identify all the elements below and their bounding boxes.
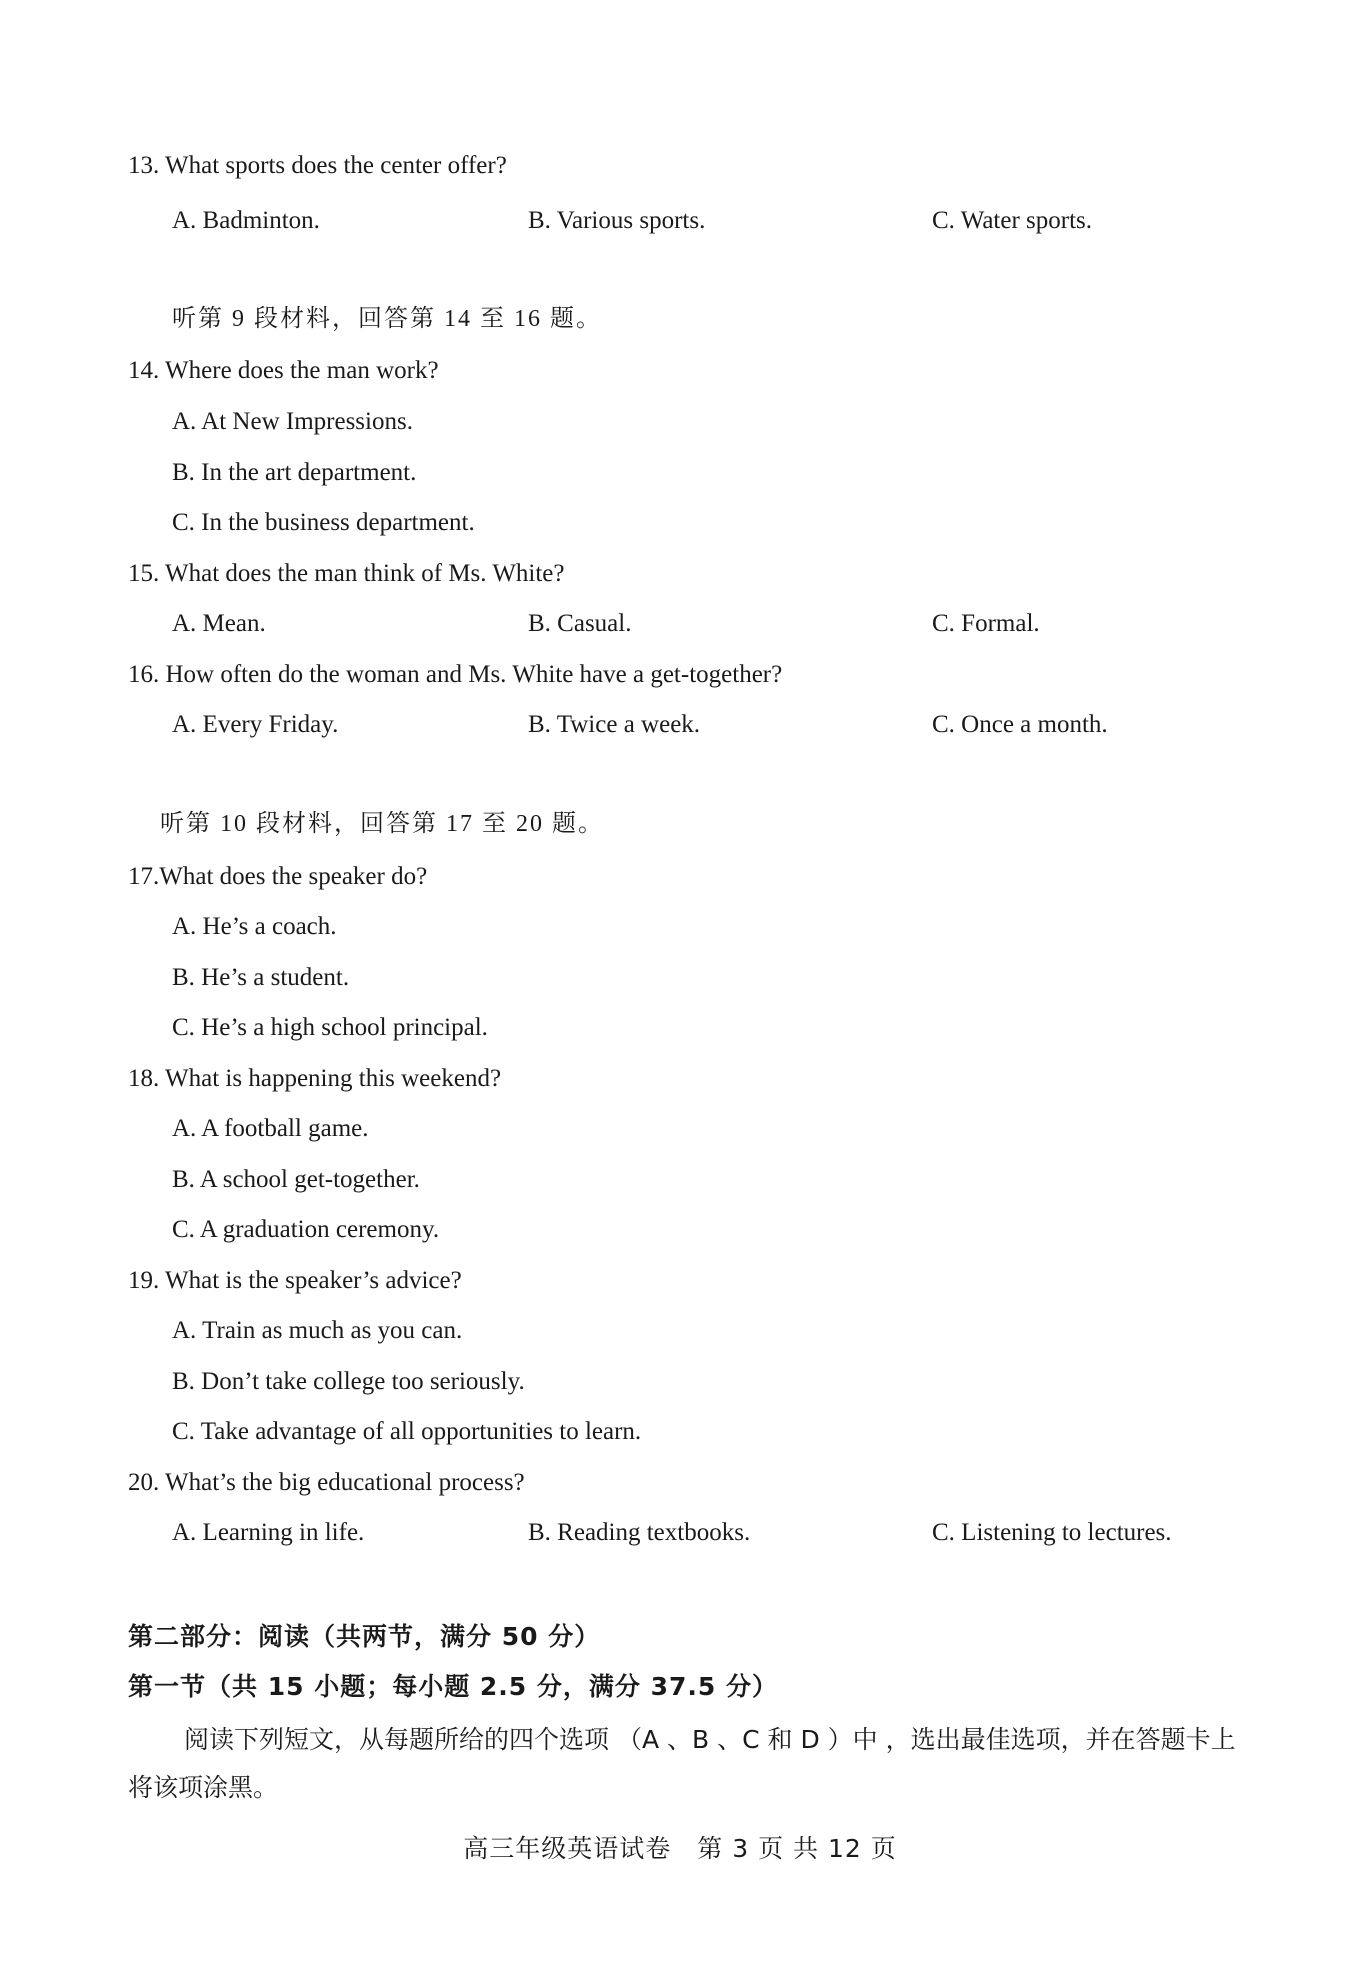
question-19: 19. What is the speaker’s advice? <box>128 1267 462 1294</box>
q17-option-b: B. He’s a student. <box>172 964 350 991</box>
q13-option-a: A. Badminton. <box>172 207 320 234</box>
q17-option-a: A. He’s a coach. <box>172 913 337 940</box>
q13-option-b: B. Various sports. <box>528 207 706 234</box>
q16-option-c: C. Once a month. <box>932 711 1108 738</box>
q17-option-c: C. He’s a high school principal. <box>172 1014 488 1041</box>
question-17: 17.What does the speaker do? <box>128 863 428 890</box>
question-20: 20. What’s the big educational process? <box>128 1469 525 1496</box>
question-18: 18. What is happening this weekend? <box>128 1065 502 1092</box>
part-2-title: 第二部分：阅读（共两节，满分 50 分） <box>128 1622 601 1651</box>
q15-option-b: B. Casual. <box>528 610 632 637</box>
question-15: 15. What does the man think of Ms. White? <box>128 560 565 587</box>
reading-instructions: 阅读下列短文，从每题所给的四个选项 （A 、B 、C 和 D ）中 ，选出最佳选项，并在答题卡上将该项涂黑。 <box>128 1725 1236 1802</box>
part-2-section-1-title: 第一节（共 15 小题；每小题 2.5 分，满分 37.5 分） <box>128 1672 778 1701</box>
question-16: 16. How often do the woman and Ms. White have a get-together? <box>128 661 783 688</box>
section-10-heading: 听第 10 段材料，回答第 17 至 20 题。 <box>160 811 604 837</box>
q18-option-b: B. A school get-together. <box>172 1166 420 1193</box>
q20-option-a: A. Learning in life. <box>172 1519 365 1546</box>
q19-option-b: B. Don’t take college too seriously. <box>172 1368 525 1395</box>
q14-option-b: B. In the art department. <box>172 459 417 486</box>
q18-option-c: C. A graduation ceremony. <box>172 1216 440 1243</box>
q20-option-c: C. Listening to lectures. <box>932 1519 1172 1546</box>
page-footer: 高三年级英语试卷 第 3 页 共 12 页 <box>463 1834 897 1863</box>
q20-option-b: B. Reading textbooks. <box>528 1519 751 1546</box>
q14-option-a: A. At New Impressions. <box>172 408 413 435</box>
q16-option-a: A. Every Friday. <box>172 711 339 738</box>
q15-option-c: C. Formal. <box>932 610 1040 637</box>
q16-option-b: B. Twice a week. <box>528 711 701 738</box>
question-14: 14. Where does the man work? <box>128 357 439 384</box>
q19-option-a: A. Train as much as you can. <box>172 1317 463 1344</box>
q13-option-c: C. Water sports. <box>932 207 1093 234</box>
q19-option-c: C. Take advantage of all opportunities to learn. <box>172 1418 642 1445</box>
q15-option-a: A. Mean. <box>172 610 266 637</box>
q18-option-a: A. A football game. <box>172 1115 369 1142</box>
question-13: 13. What sports does the center offer? <box>128 152 507 179</box>
q14-option-c: C. In the business department. <box>172 509 475 536</box>
section-9-heading: 听第 9 段材料，回答第 14 至 16 题。 <box>172 306 602 332</box>
